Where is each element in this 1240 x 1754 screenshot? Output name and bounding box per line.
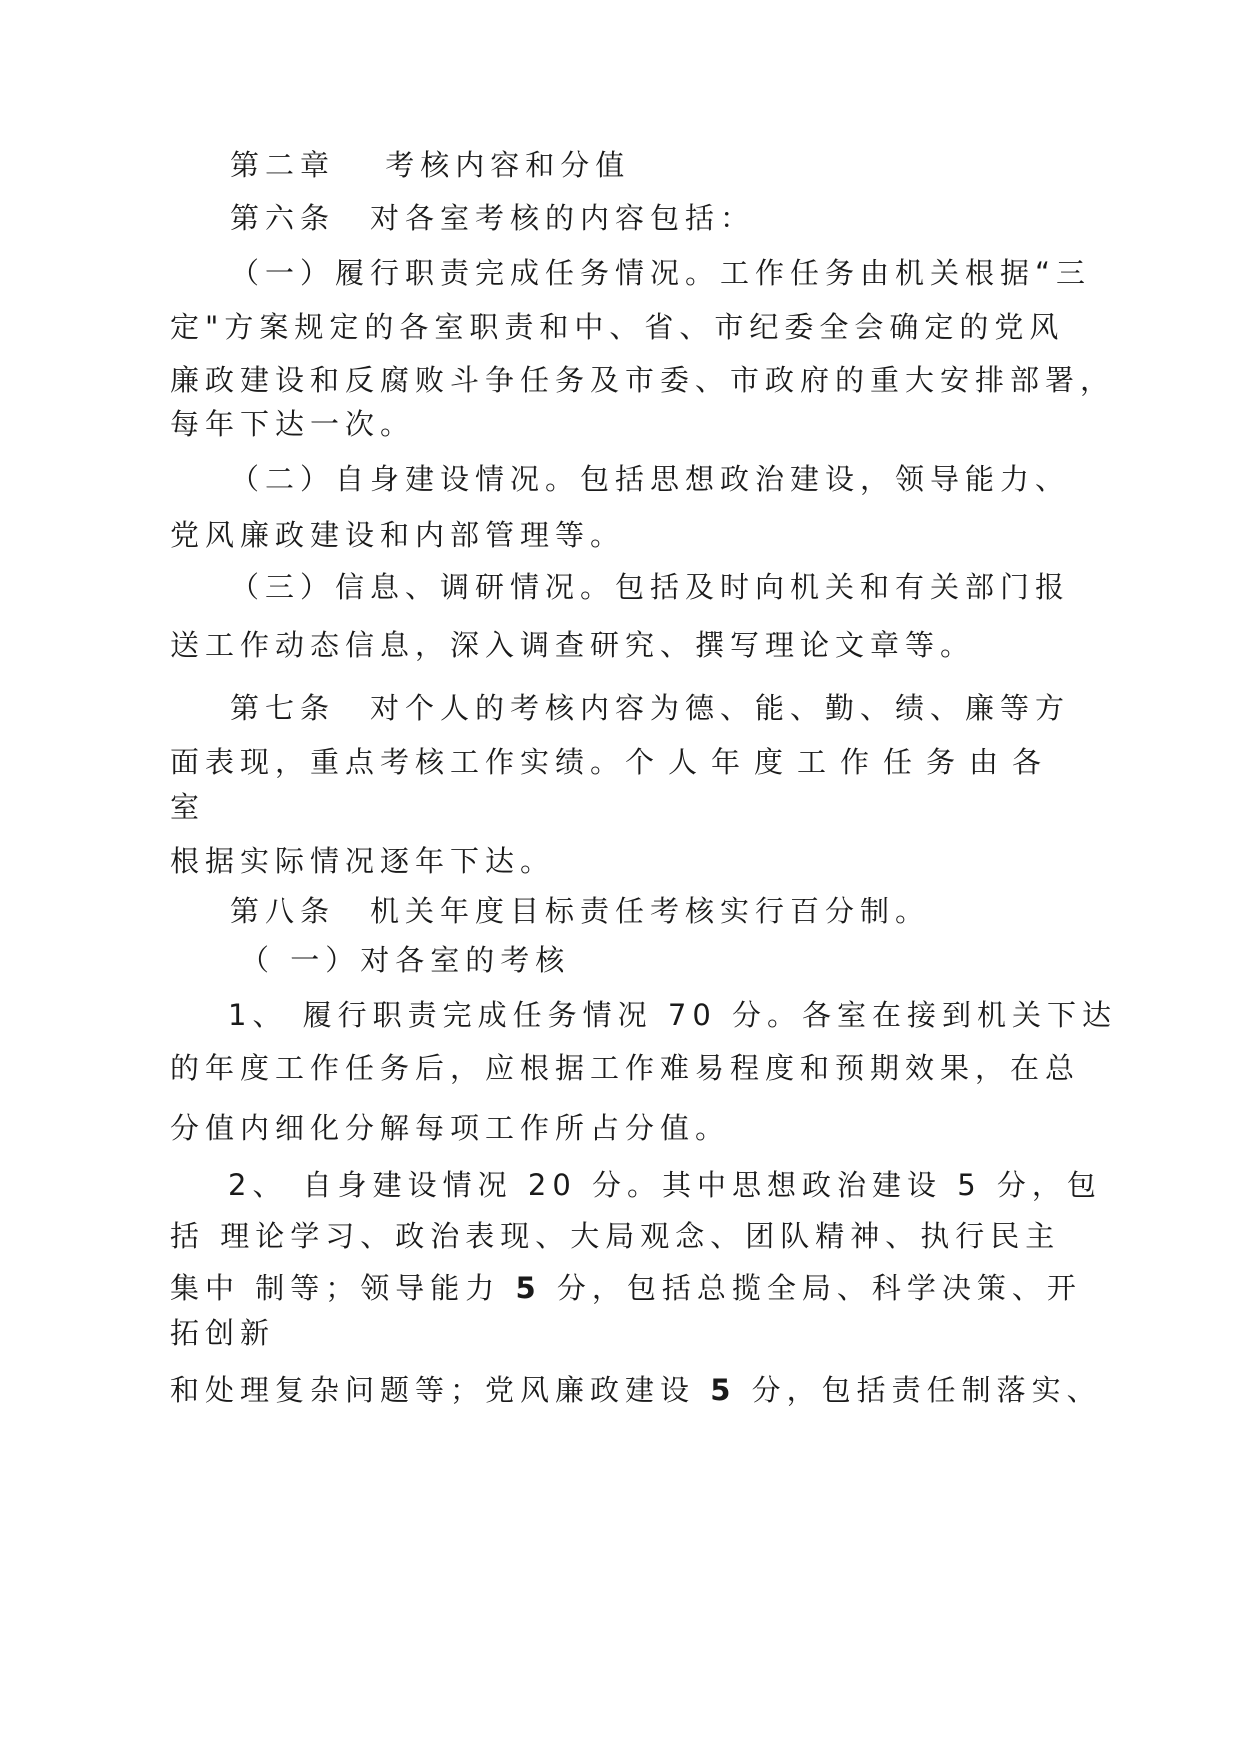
paragraph-line: 每年下达一次。 xyxy=(170,407,416,441)
paragraph-line xyxy=(170,1372,1102,1408)
paragraph-line: 的年度工作任务后，应根据工作难易程度和预期效果，在总 xyxy=(170,1051,1081,1085)
paragraph-line: （一）履行职责完成任务情况。工作任务由机关根据“三 xyxy=(230,256,1092,290)
text-run: 分，包括责任制落实、 xyxy=(736,1373,1102,1407)
article-6-heading: 第六条 对各室考核的内容包括： xyxy=(230,201,756,235)
paragraph-line: 分值内细化分解每项工作所占分值。 xyxy=(170,1111,731,1145)
score-number: 5 xyxy=(515,1271,542,1305)
text-run: 和处理复杂问题等；党风廉政建设 xyxy=(170,1373,711,1407)
paragraph-line: 廉政建设和反腐败斗争任务及市委、市政府的重大安排部署， xyxy=(170,363,1116,397)
article-7-line: 第七条 对个人的考核内容为德、能、勤、绩、廉等方 xyxy=(230,691,1071,725)
paragraph-line: 1、 履行职责完成任务情况 70 分。各室在接到机关下达 xyxy=(228,998,1118,1032)
text-run: 集中 制等；领导能力 xyxy=(170,1271,516,1305)
paragraph-line: 2、 自身建设情况 20 分。其中思想政治建设 5 分，包 xyxy=(228,1168,1102,1202)
chapter-heading: 第二章 考核内容和分值 xyxy=(230,148,631,182)
paragraph-line: （三）信息、调研情况。包括及时向机关和有关部门报 xyxy=(230,570,1071,604)
paragraph-line: 定"方案规定的各室职责和中、省、市纪委全会确定的党风 xyxy=(170,310,1065,344)
paragraph-line: （二）自身建设情况。包括思想政治建设，领导能力、 xyxy=(230,462,1071,496)
text-run: 面表现，重点考核工作实绩。 xyxy=(170,745,626,779)
paragraph-line: 拓创新 xyxy=(170,1316,276,1350)
paragraph-line: 根据实际情况逐年下达。 xyxy=(170,844,556,878)
text-run: 个人年度工作任务由各 xyxy=(625,745,1056,779)
paragraph-line xyxy=(170,1270,1082,1306)
section-heading: （ 一）对各室的考核 xyxy=(240,943,571,977)
paragraph-line xyxy=(170,744,1055,780)
score-number: 5 xyxy=(710,1373,737,1407)
paragraph-line: 送工作动态信息，深入调查研究、撰写理论文章等。 xyxy=(170,628,976,662)
paragraph-line: 括 理论学习、政治表现、大局观念、团队精神、执行民主 xyxy=(170,1219,1061,1253)
text-run: 分，包括总揽全局、科学决策、开 xyxy=(541,1271,1082,1305)
paragraph-line: 室 xyxy=(170,790,206,824)
article-8-line: 第八条 机关年度目标责任考核实行百分制。 xyxy=(230,894,931,928)
paragraph-line: 党风廉政建设和内部管理等。 xyxy=(170,518,626,552)
